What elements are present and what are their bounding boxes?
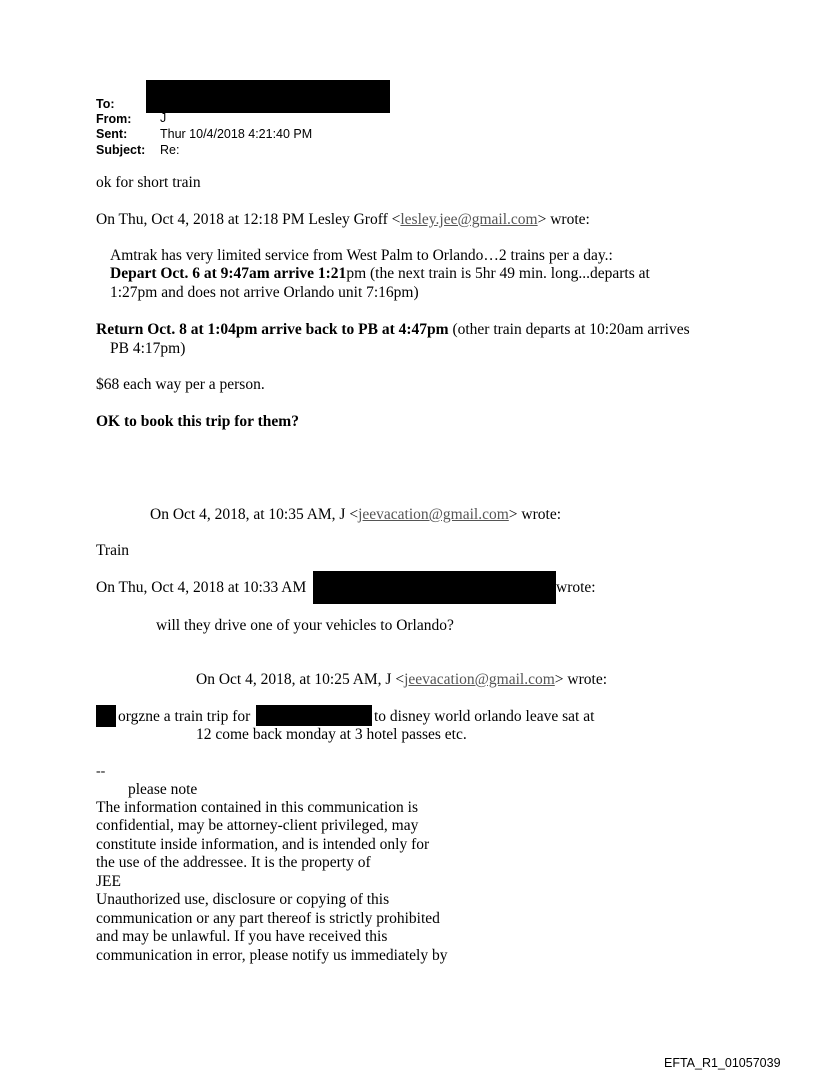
quote1-intro: [96, 211, 590, 229]
signature-line: Unauthorized use, disclosure or copying of this: [96, 891, 390, 908]
depart-rest: pm (the next train is 5hr 49 min. long...departs at: [346, 265, 650, 282]
return-bold: Return Oct. 8 at 1:04pm arrive back to PB at 4:47pm: [96, 321, 449, 338]
header-subject-label: Subject:: [96, 143, 146, 157]
signature-please-note: please note: [128, 781, 198, 798]
header-to-label: To:: [96, 97, 115, 111]
signature-line: The information contained in this communication is: [96, 799, 418, 816]
quote4-email-link[interactable]: jeevacation@gmail.com: [404, 671, 555, 688]
header-subject-value: Re:: [160, 143, 180, 157]
quote2-intro-pre: On Oct 4, 2018, at 10:35 AM, J <: [150, 506, 359, 523]
redaction-orig-start: [96, 705, 116, 727]
ok-question: OK to book this trip for them?: [96, 413, 299, 430]
signature-line: constitute inside information, and is intended only for: [96, 836, 430, 853]
header-sent-value: Thur 10/4/2018 4:21:40 PM: [160, 127, 313, 141]
quote2-intro: [150, 506, 561, 524]
quote1-intro-pre: On Thu, Oct 4, 2018 at 12:18 PM Lesley Groff <: [96, 211, 401, 228]
train-line: Train: [96, 542, 130, 559]
reply-text: ok for short train: [96, 174, 201, 191]
header-from-value: J: [160, 111, 167, 125]
orig-text-b: to disney world orlando leave sat at: [374, 708, 595, 725]
orig-text-a: orgzne a train trip for: [118, 708, 251, 725]
quote4-intro: [196, 671, 607, 689]
signature-line: the use of the addressee. It is the property of: [96, 854, 371, 871]
signature-line: confidential, may be attorney-client privileged, may: [96, 817, 419, 834]
quote4-intro-post: > wrote:: [554, 671, 608, 688]
depart-bold: Depart Oct. 6 at 9:47am arrive 1:21: [110, 265, 347, 282]
price-line: $68 each way per a person.: [96, 376, 265, 393]
signature-line: communication in error, please notify us immediately by: [96, 947, 448, 964]
quote3-intro-post: wrote:: [556, 579, 596, 596]
depart-line: [110, 265, 650, 283]
signature-line: and may be unlawful. If you have received this: [96, 928, 388, 945]
return-rest: (other train departs at 10:20am arrives: [448, 321, 690, 338]
signature-line: JEE: [96, 873, 121, 890]
quote1-email-link[interactable]: lesley.jee@gmail.com: [400, 211, 538, 228]
signature-line: communication or any part thereof is strictly prohibited: [96, 910, 440, 927]
redaction-quote3-sender: [313, 571, 556, 604]
quote2-email-link[interactable]: jeevacation@gmail.com: [358, 506, 509, 523]
quote3-intro-pre: On Thu, Oct 4, 2018 at 10:33 AM: [96, 579, 307, 596]
amtrak-line: Amtrak has very limited service from West Palm to Orlando…2 trains per a day.:: [110, 247, 613, 264]
header-sent-label: Sent:: [96, 127, 128, 141]
orig-line-2: 12 come back monday at 3 hotel passes etc.: [196, 726, 467, 743]
drive-question: will they drive one of your vehicles to Orlando?: [156, 617, 454, 634]
quote1-intro-post: > wrote:: [537, 211, 590, 228]
return-line: [96, 321, 690, 339]
header-from-label: From:: [96, 112, 132, 126]
redaction-orig-names: [256, 705, 372, 726]
quote2-intro-post: > wrote:: [508, 506, 562, 523]
redaction-to: [146, 80, 390, 113]
return-line-2: PB 4:17pm): [110, 340, 186, 357]
depart-line-2: 1:27pm and does not arrive Orlando unit 7:16pm): [110, 284, 419, 301]
signature-dashes: --: [96, 764, 106, 779]
document-id: EFTA_R1_01057039: [664, 1056, 781, 1070]
quote4-intro-pre: On Oct 4, 2018, at 10:25 AM, J <: [196, 671, 405, 688]
